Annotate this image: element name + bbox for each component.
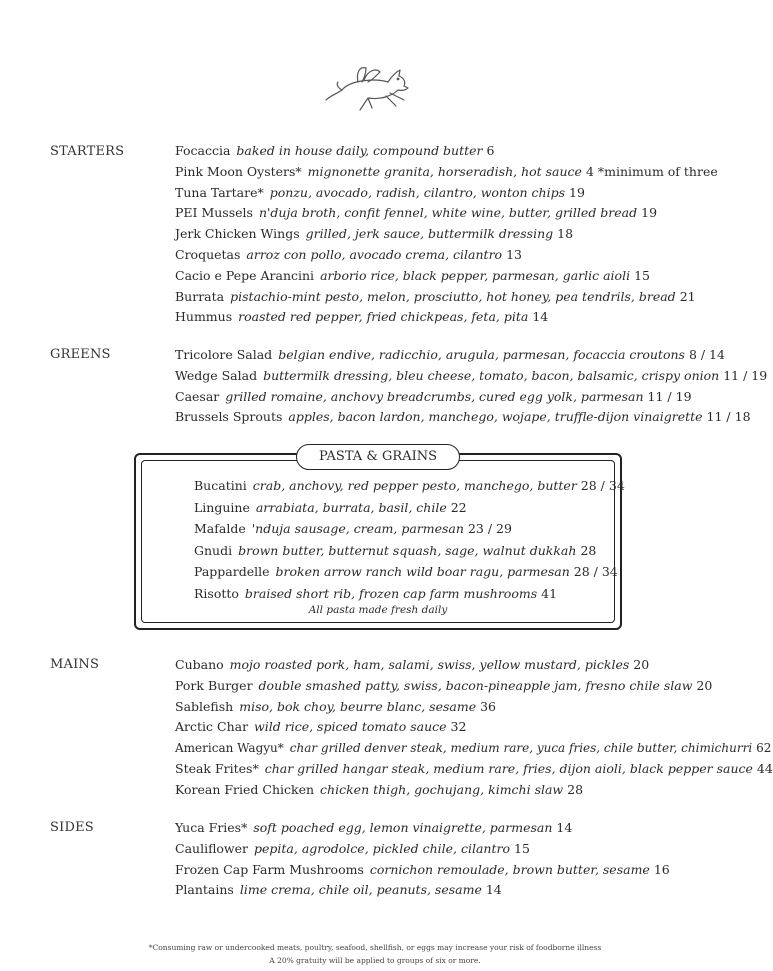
item-price: 15: [514, 840, 530, 856]
menu-item: [175, 345, 767, 366]
item-name: Korean Fried Chicken: [175, 781, 315, 797]
item-price: 22: [450, 499, 467, 515]
pasta-list: [194, 475, 625, 604]
item-desc: soft poached egg, lemon vinaigrette, parmesan: [253, 820, 553, 835]
sides-list: [175, 818, 670, 901]
menu-item: [175, 245, 718, 266]
item-desc: 'nduja sausage, cream, parmesan: [251, 521, 464, 536]
item-desc: chicken thigh, gochujang, kimchi slaw: [320, 781, 564, 797]
menu-item: [175, 860, 670, 881]
item-price: 19: [569, 184, 585, 200]
menu-item: [194, 540, 625, 562]
item-price: 8 / 14: [688, 347, 725, 362]
menu-item: [175, 407, 767, 428]
item-price: 11 / 18: [706, 409, 751, 425]
section-title-mains: MAINS: [50, 657, 100, 672]
item-name: American Wagyu*: [175, 741, 284, 756]
item-price: 6: [486, 143, 495, 158]
item-price: 44: [756, 760, 773, 776]
item-name: Burrata: [175, 288, 225, 304]
item-desc: n'duja broth, confit fennel, white wine, butter, grilled bread: [258, 205, 638, 221]
menu-item: [175, 655, 773, 676]
item-name: Pink Moon Oysters*: [175, 163, 302, 179]
item-name: Plantains: [175, 882, 234, 898]
item-name: Mafalde: [194, 521, 246, 536]
starters-list: [175, 141, 718, 328]
menu-item: [175, 676, 773, 697]
item-desc: arroz con pollo, avocado crema, cilantro: [246, 246, 503, 262]
item-desc: char grilled hangar steak, medium rare, fries, dijon aioli, black pepper sauce: [264, 760, 753, 776]
menu-item: [175, 224, 718, 245]
footer-disclaimer: *Consuming raw or undercooked meats, poultry, seafood, shellfish, or eggs may increase your risk of foodborne illness: [148, 943, 602, 952]
item-name: Pappardelle: [194, 564, 270, 579]
menu-item: [175, 203, 718, 224]
menu-item: [175, 266, 718, 287]
menu-item: [175, 738, 773, 759]
item-price: 62: [756, 741, 772, 756]
item-price: 41: [541, 585, 558, 601]
item-name: Cacio e Pepe Arancini: [175, 267, 315, 283]
item-desc: crab, anchovy, red pepper pesto, manchego, butter: [252, 478, 577, 493]
menu-item: [194, 497, 625, 519]
item-price: 21: [679, 288, 696, 304]
menu-item: [175, 183, 718, 204]
menu-item: [175, 287, 718, 308]
section-title-starters: STARTERS: [50, 144, 125, 159]
item-name: Pork Burger: [175, 677, 253, 693]
menu-item: [194, 583, 625, 605]
item-desc: belgian endive, radicchio, arugula, parmesan, focaccia croutons: [278, 347, 685, 362]
item-name: Frozen Cap Farm Mushrooms: [175, 861, 364, 877]
item-price: 36: [480, 698, 497, 714]
flying-pig-icon: [320, 60, 420, 126]
item-price: 23 / 29: [467, 521, 512, 536]
item-price: 16: [653, 861, 670, 877]
item-name: Yuca Fries*: [175, 820, 248, 835]
menu-item: [175, 880, 670, 901]
footer-gratuity: A 20% gratuity will be applied to groups of six or more.: [269, 956, 481, 965]
menu-item: [175, 387, 767, 408]
section-title-greens: GREENS: [50, 347, 111, 362]
item-name: Linguine: [194, 499, 250, 515]
item-price: 28 / 34: [580, 478, 625, 493]
item-desc: pepita, agrodolce, pickled chile, cilantro: [254, 840, 511, 856]
item-price: 11 / 19: [647, 388, 692, 404]
menu-item: [175, 697, 773, 718]
mains-list: [175, 655, 773, 801]
item-desc: apples, bacon lardon, manchego, wojape, truffle-dijon vinaigrette: [288, 409, 703, 425]
item-name: Cubano: [175, 657, 224, 672]
menu-item: [175, 141, 718, 162]
item-name: Croquetas: [175, 246, 241, 262]
item-price: 4 *minimum of three: [585, 163, 718, 179]
item-price: 28: [580, 542, 597, 558]
item-name: Cauliflower: [175, 840, 248, 856]
item-price: 20: [633, 657, 650, 672]
item-name: Bucatini: [194, 478, 247, 493]
item-desc: ponzu, avocado, radish, cilantro, wonton chips: [269, 184, 566, 200]
item-desc: grilled, jerk sauce, buttermilk dressing: [305, 226, 554, 242]
menu-item: [175, 780, 773, 801]
item-name: Arctic Char: [175, 719, 249, 735]
menu-item: [175, 366, 767, 387]
item-desc: braised short rib, frozen cap farm mushrooms: [244, 585, 538, 601]
item-desc: arborio rice, black pepper, parmesan, garlic aioli: [320, 267, 631, 283]
menu-item: [175, 307, 718, 328]
item-name: Jerk Chicken Wings: [175, 226, 300, 242]
item-name: Focaccia: [175, 143, 231, 158]
section-title-pasta: PASTA & GRAINS: [296, 444, 460, 470]
item-name: Wedge Salad: [175, 367, 258, 383]
item-price: 13: [506, 246, 522, 262]
item-desc: mojo roasted pork, ham, salami, swiss, yellow mustard, pickles: [229, 657, 630, 672]
item-desc: pistachio-mint pesto, melon, prosciutto, hot honey, pea tendrils, bread: [230, 288, 676, 304]
item-name: Tricolore Salad: [175, 347, 273, 362]
item-price: 20: [696, 677, 713, 693]
item-desc: roasted red pepper, fried chickpeas, feta, pita: [238, 309, 529, 325]
item-price: 32: [450, 719, 467, 735]
item-desc: baked in house daily, compound butter: [236, 143, 483, 158]
menu-item: [175, 818, 670, 839]
item-desc: wild rice, spiced tomato sauce: [254, 719, 447, 735]
item-desc: grilled romaine, anchovy breadcrumbs, cured egg yolk, parmesan: [225, 388, 644, 404]
item-desc: double smashed patty, swiss, bacon-pineapple jam, fresno chile slaw: [258, 677, 693, 693]
item-name: Risotto: [194, 585, 239, 601]
item-desc: char grilled denver steak, medium rare, yuca fries, chile butter, chimichurri: [289, 741, 753, 756]
item-price: 19: [641, 205, 658, 221]
item-price: 28 / 34: [573, 564, 618, 579]
item-name: Steak Frites*: [175, 760, 259, 776]
menu-item: [175, 717, 773, 738]
item-price: 15: [634, 267, 650, 283]
item-price: 14: [485, 882, 502, 898]
item-price: 28: [567, 781, 584, 797]
item-name: Tuna Tartare*: [175, 184, 264, 200]
section-title-sides: SIDES: [50, 820, 94, 835]
menu-item: [194, 518, 625, 540]
item-desc: buttermilk dressing, bleu cheese, tomato, bacon, balsamic, crispy onion: [263, 367, 720, 383]
item-price: 14: [556, 820, 573, 835]
item-name: Caesar: [175, 388, 220, 404]
menu-item: [175, 162, 718, 183]
menu-item: [175, 759, 773, 780]
item-desc: arrabiata, burrata, basil, chile: [255, 499, 447, 515]
item-desc: broken arrow ranch wild boar ragu, parmesan: [275, 564, 570, 579]
item-price: 14: [532, 309, 549, 325]
item-name: Hummus: [175, 309, 233, 325]
item-desc: miso, bok choy, beurre blanc, sesame: [239, 698, 477, 714]
item-price: 11 / 19: [723, 367, 768, 383]
pasta-note: All pasta made fresh daily: [308, 604, 448, 616]
menu-item: [194, 561, 625, 583]
item-desc: cornichon remoulade, brown butter, sesame: [369, 861, 650, 877]
item-price: 18: [557, 226, 574, 242]
item-name: Sablefish: [175, 698, 234, 714]
menu-item: [175, 839, 670, 860]
greens-list: [175, 345, 767, 428]
item-name: Gnudi: [194, 542, 233, 558]
item-desc: lime crema, chile oil, peanuts, sesame: [239, 882, 482, 898]
item-desc: mignonette granita, horseradish, hot sauce: [307, 163, 582, 179]
item-desc: brown butter, butternut squash, sage, walnut dukkah: [238, 542, 577, 558]
item-name: PEI Mussels: [175, 205, 253, 221]
item-name: Brussels Sprouts: [175, 409, 283, 425]
menu-item: [194, 475, 625, 497]
